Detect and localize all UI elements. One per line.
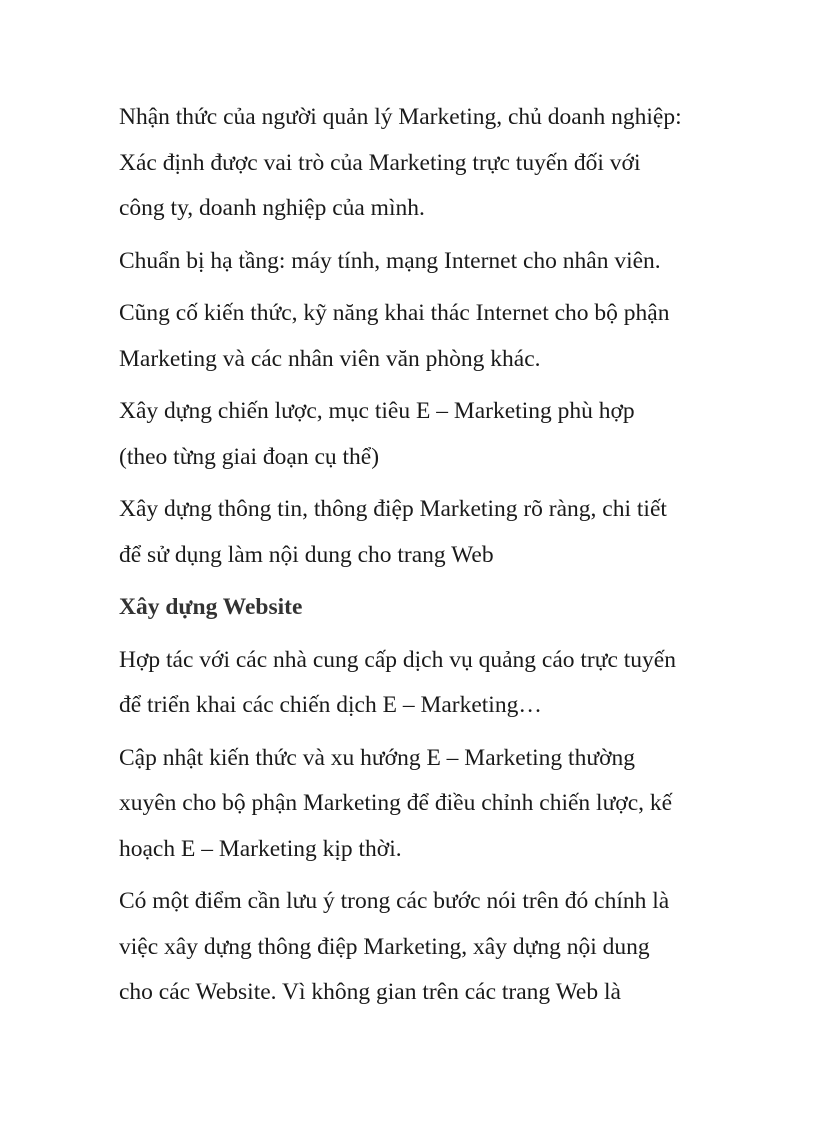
paragraph-note [119,879,759,1016]
document-body [119,95,759,1023]
text-line: hoạch E – Marketing kịp thời. [119,835,402,862]
text-line: cho các Website. Vì không gian trên các trang Web là [119,979,621,1005]
section-heading-build-website [119,585,759,631]
text-line: Chuẩn bị hạ tầng: máy tính, mạng Internet cho nhân viên. [119,247,661,274]
text-line: Nhận thức của người quản lý Marketing, chủ doanh nghiệp: [119,104,682,130]
paragraph-strategy [119,389,759,480]
text-line: xuyên cho bộ phận Marketing để điều chỉnh chiến lược, kế [119,790,673,816]
heading-text: Xây dựng Website [119,594,303,620]
paragraph-internet-skills [119,291,759,382]
text-line: (theo từng giai đoạn cụ thể) [119,443,380,470]
text-line: để sử dụng làm nội dung cho trang Web [119,541,494,568]
text-line: Cập nhật kiến thức và xu hướng E – Marketing thường [119,744,636,771]
paragraph-infrastructure [119,239,759,285]
text-line: Hợp tác với các nhà cung cấp dịch vụ quảng cáo trực tuyến [119,646,676,673]
text-line: để triển khai các chiến dịch E – Marketing… [119,692,542,718]
text-line: công ty, doanh nghiệp của mình. [119,195,425,221]
paragraph-marketing-message [119,487,759,578]
text-line: việc xây dựng thông điệp Marketing, xây dựng nội dung [119,933,650,960]
paragraph-manager-awareness [119,95,759,232]
text-line: Có một điểm cần lưu ý trong các bước nói trên đó chính là [119,888,670,914]
paragraph-ad-providers [119,638,759,729]
text-line: Cũng cố kiến thức, kỹ năng khai thác Internet cho bộ phận [119,300,670,326]
text-line: Xây dựng chiến lược, mục tiêu E – Marketing phù hợp [119,398,635,424]
text-line: Xác định được vai trò của Marketing trực tuyến đối với [119,149,641,176]
text-line: Xây dựng thông tin, thông điệp Marketing rõ ràng, chi tiết [119,496,667,522]
text-line: Marketing và các nhân viên văn phòng khác. [119,345,541,372]
paragraph-update-knowledge [119,736,759,873]
